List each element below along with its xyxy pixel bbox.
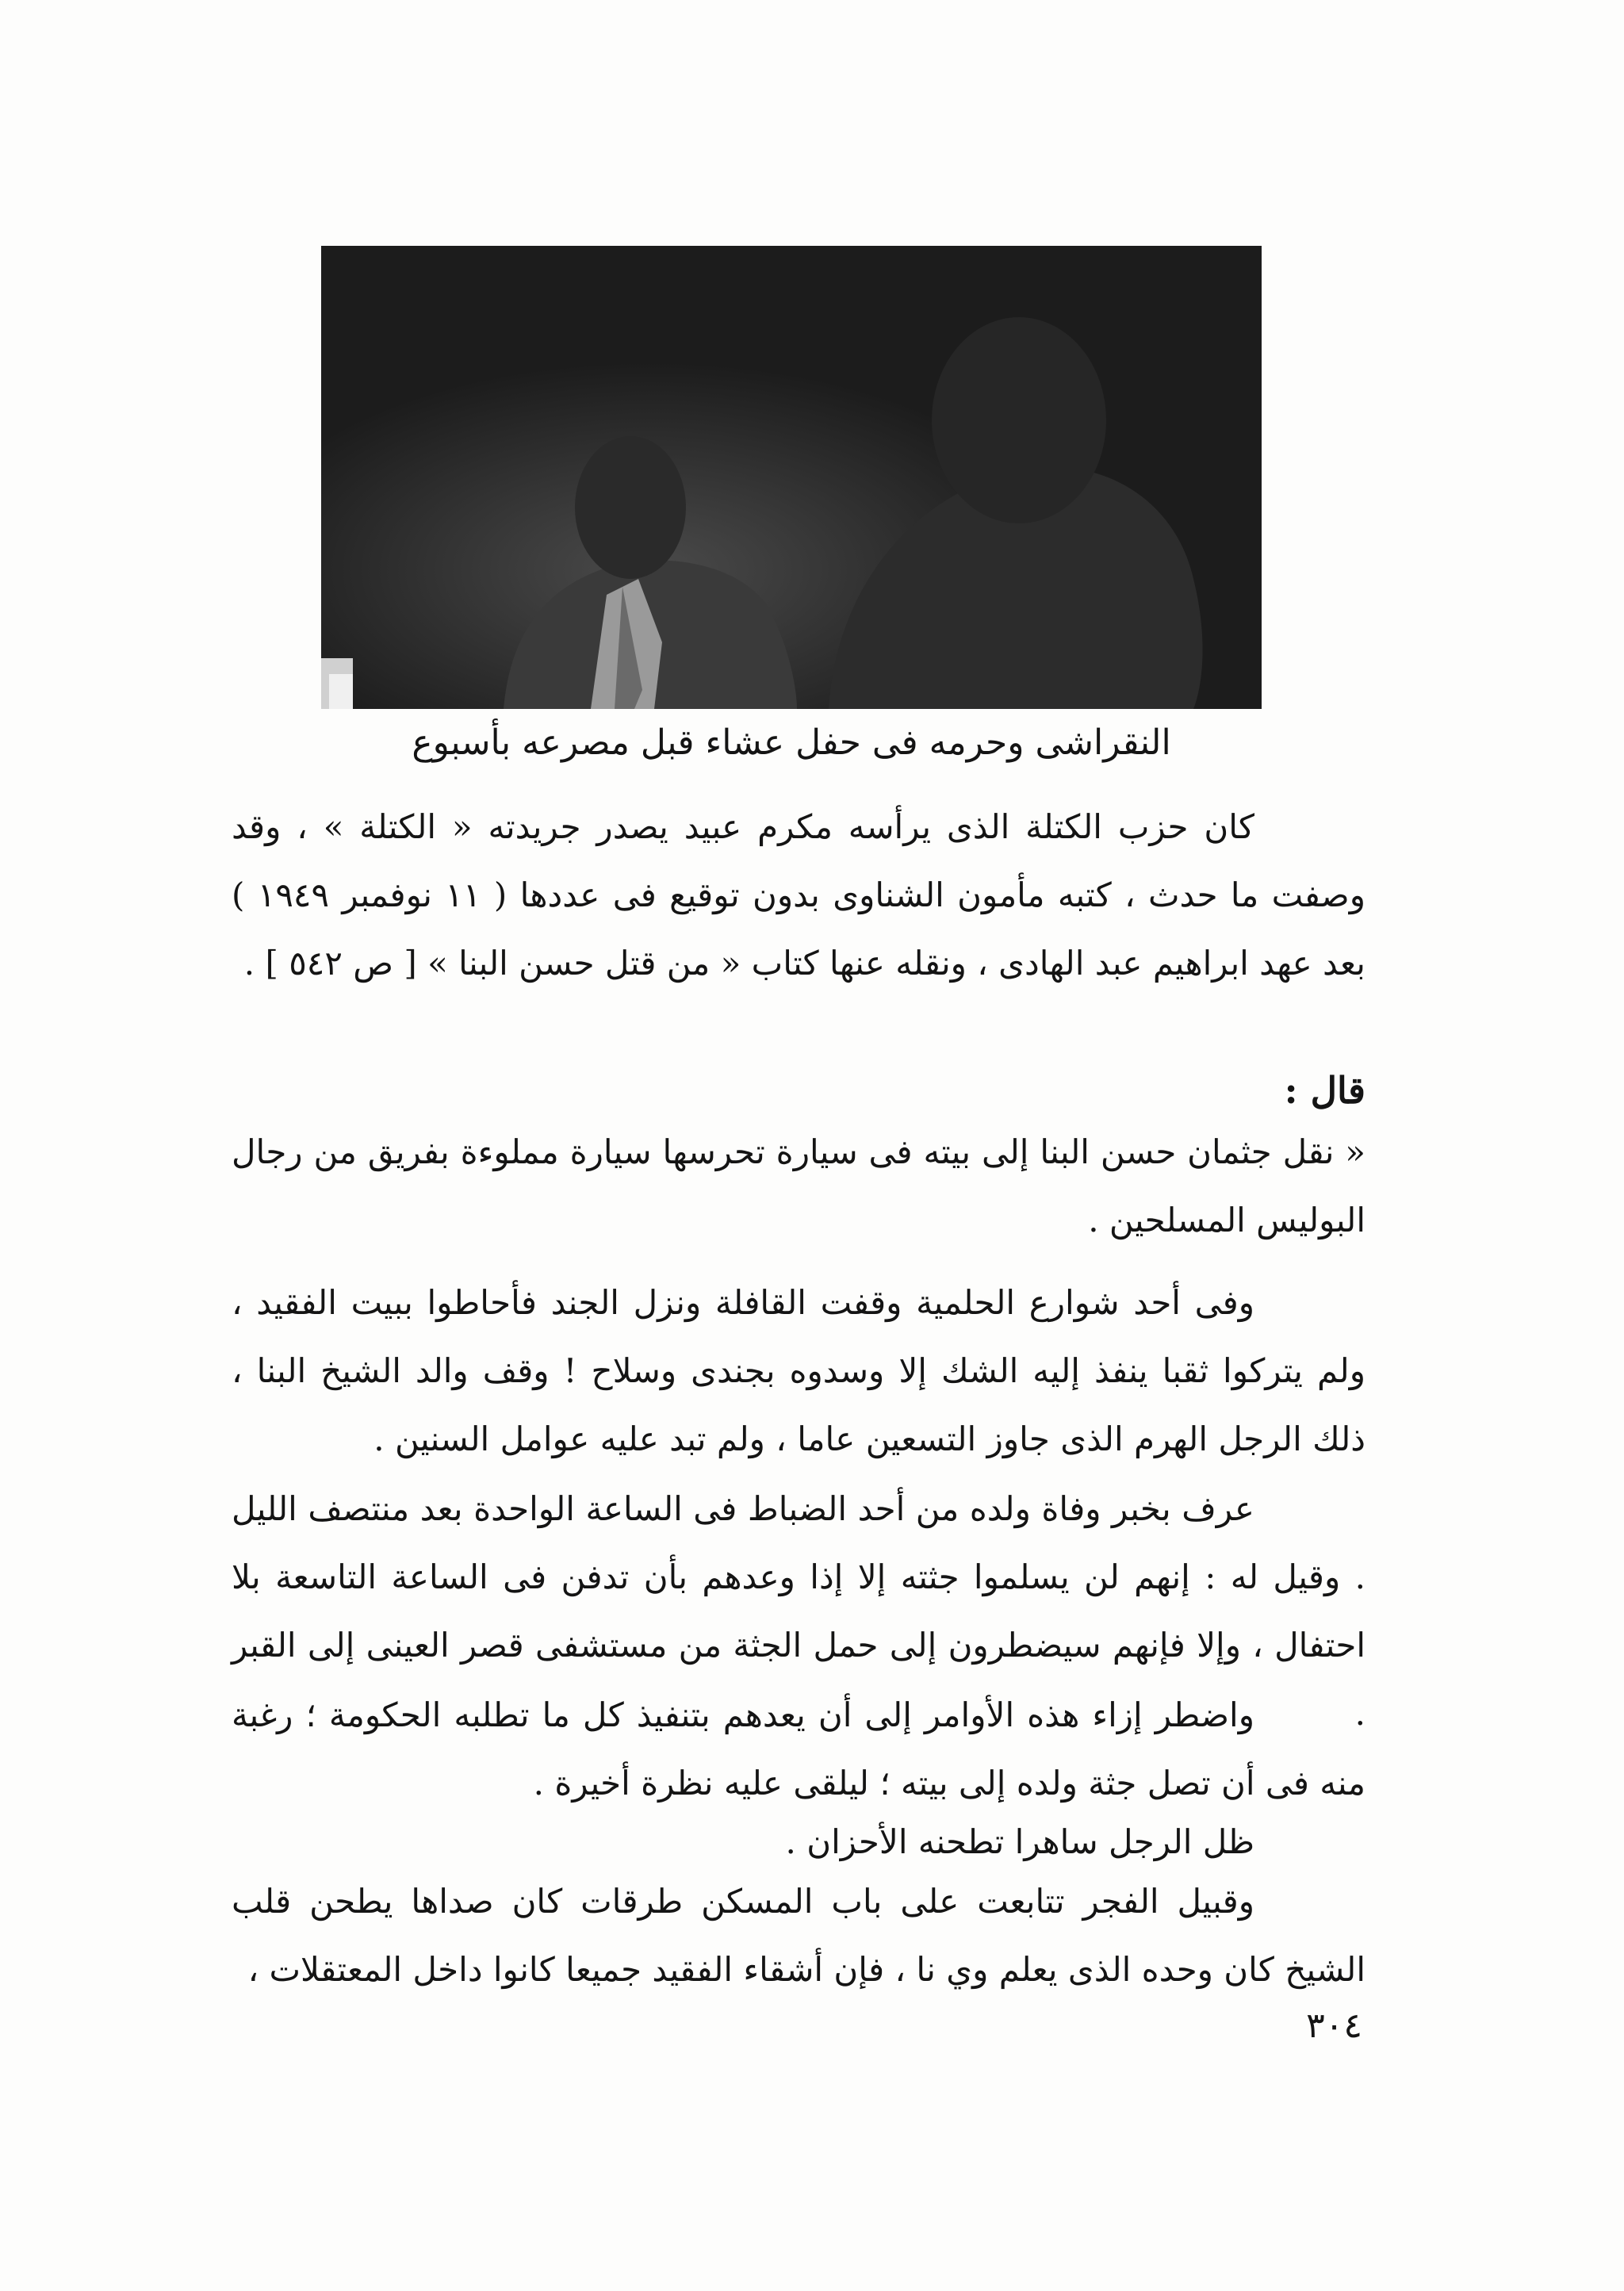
- quote-block-5: [232, 1808, 1365, 1876]
- intro-block: [232, 793, 1365, 998]
- quote-block-6: [232, 1868, 1365, 2004]
- section-heading: قال :: [1284, 1069, 1365, 1112]
- quote-paragraph-1: « نقل جثمان حسن البنا إلى بيته فى سيارة تحرسها سيارة مملوءة بفريق من رجال البوليس المسلحين .: [232, 1132, 1365, 1239]
- quote-block-4: [232, 1681, 1365, 1818]
- page-number: ٣٠٤: [1306, 2006, 1362, 2046]
- quote-paragraph-3: عرف بخبر وفاة ولده من أحد الضباط فى الساعة الواحدة بعد منتصف الليل . وقيل له : إنهم لن يسلموا جثته إلا إذا وعدهم بأن تدفن فى الساعة التاسعة بلا احتفال ، وإلا فإنهم سيضطرون إلى حمل الجثة من مستشفى قصر العينى إلى القبر .: [232, 1489, 1365, 1733]
- quote-paragraph-5: ظل الرجل ساهرا تطحنه الأحزان .: [785, 1822, 1254, 1861]
- photo-illustration: [321, 246, 1262, 709]
- intro-paragraph: كان حزب الكتلة الذى يرأسه مكرم عبيد يصدر جريدته « الكتلة » ، وقد وصفت ما حدث ، كتبه مأمون الشناوى بدون توقيع فى عددها ( ١١ نوفمبر ١٩٤٩ ) بعد عهد ابراهيم عبد الهادى ، ونقله عنها كتاب « من قتل حسن البنا » [ ص ٥٤٢ ] .: [232, 807, 1365, 983]
- quote-paragraph-6: وقبيل الفجر تتابعت على باب المسكن طرقات كان صداها يطحن قلب الشيخ كان وحده الذى يعلم وي نا ، فإن أشقاء الفقيد جميعا كانوا داخل المعتقلات ،: [232, 1882, 1365, 1989]
- quote-block-1: [232, 1118, 1365, 1255]
- quote-paragraph-2: وفى أحد شوارع الحلمية وقفت القافلة ونزل الجند فأحاطوا ببيت الفقيد ، ولم يتركوا ثقبا ينفذ إليه الشك إلا وسدوه بجندى وسلاح ! وقف والد الشيخ البنا ، ذلك الرجل الهرم الذى جاوز التسعين عاما ، ولم تبد عليه عوامل السنين .: [232, 1283, 1365, 1458]
- photograph: [321, 246, 1262, 709]
- quote-block-2: [232, 1269, 1365, 1473]
- photo-caption: النقراشى وحرمه فى حفل عشاء قبل مصرعه بأسبوع: [412, 722, 1171, 763]
- quote-paragraph-4: واضطر إزاء هذه الأوامر إلى أن يعدهم بتنفيذ كل ما تطلبه الحكومة ؛ رغبة منه فى أن تصل جثة ولده إلى بيته ؛ ليلقى عليه نظرة أخيرة .: [232, 1695, 1365, 1803]
